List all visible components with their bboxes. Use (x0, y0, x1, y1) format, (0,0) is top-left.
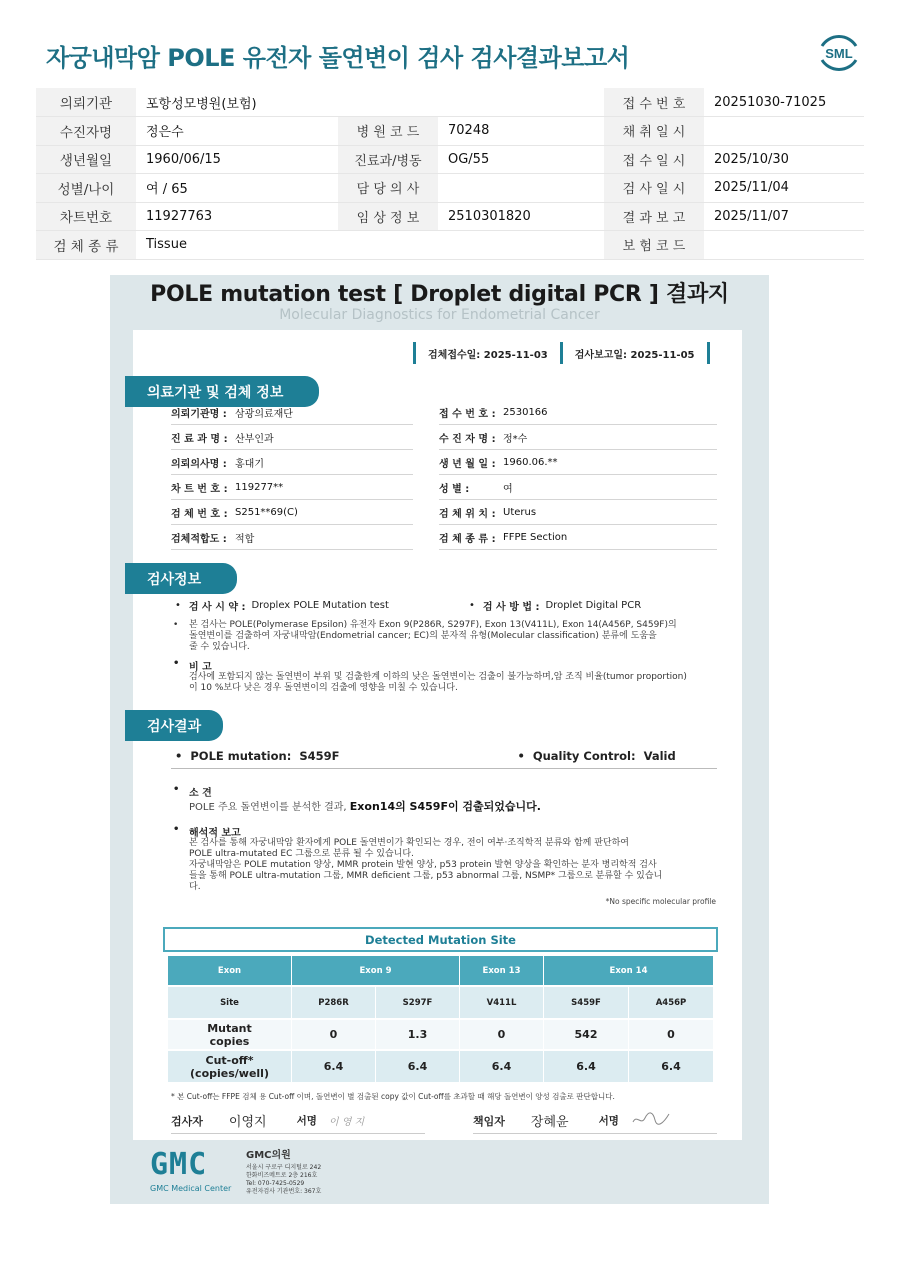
field-value: 1960.06.** (503, 456, 558, 468)
manager-name: 장혜윤 (530, 1115, 569, 1130)
info-value (704, 231, 864, 260)
info-value: 70248 (438, 117, 604, 146)
sml-logo (816, 30, 862, 76)
info-value: 20251030-71025 (704, 88, 864, 117)
report-dates (401, 340, 722, 366)
manager-signature-image (631, 1110, 671, 1131)
info-row (36, 88, 864, 117)
table-cell: 0 (460, 1020, 544, 1051)
field-value: 산부인과 (235, 433, 274, 445)
desc-line: 돌연변이를 검출하여 자궁내막암(Endometrial cancer; EC)의 분자적 유형(Molecular classification) 분류에 도움을 (189, 631, 657, 641)
finding-highlight: Exon14의 S459F이 검출되었습니다. (349, 800, 541, 813)
row-header-line: copies (209, 1034, 250, 1048)
mutation-site-table (168, 956, 714, 1084)
examiner-name: 이영지 (228, 1115, 267, 1130)
field-value: 적합 (235, 533, 255, 545)
remark-heading: 비 고 (189, 662, 212, 673)
examiner-signature: 이 영 지 (328, 1117, 365, 1128)
desc-line: 본 검사는 POLE(Polymerase Epsilon) 유전자 Exon 9(P286R, S297F), Exon 13(V411L), Exon 14(A456P, S459F)의 (189, 620, 677, 630)
gmc-phone: Tel: 070-7425-0529 (246, 1180, 305, 1187)
field-label: 성 별 : (439, 483, 470, 495)
field-label: 진 료 과 명 : (171, 433, 228, 445)
field-row (171, 525, 413, 550)
cutoff-footnote: * 본 Cut-off는 FFPE 검체 용 Cut-off 이며, 돌연변이 별 검출된 copy 값이 Cut-off를 초과할 때 해당 돌연변이 양성 검출로 판단합니다. (171, 1092, 615, 1101)
table-cell: Exon 9 (292, 956, 460, 987)
field-row (171, 400, 413, 425)
table-cell (168, 1051, 292, 1084)
table-cell: Exon 13 (460, 956, 544, 987)
report-title: POLE mutation test [ Droplet digital PCR ] 결과지 (150, 282, 729, 307)
reagent-value: Droplex POLE Mutation test (251, 600, 389, 611)
table-row (168, 1051, 714, 1084)
info-value: 2025/10/30 (704, 145, 864, 174)
info-label: 검 사 일 시 (604, 174, 704, 203)
field-label: 차 트 번 호 : (171, 483, 228, 495)
info-label: 검 체 종 류 (36, 231, 136, 260)
field-value: 여 (503, 483, 513, 495)
divider (560, 342, 563, 364)
table-cell: S297F (376, 987, 460, 1020)
info-value: 여 / 65 (136, 174, 338, 203)
info-label: 접 수 일 시 (604, 145, 704, 174)
mutation-value: S459F (299, 748, 340, 763)
test-description (189, 620, 729, 653)
info-row (36, 117, 864, 146)
info-label: 차트번호 (36, 202, 136, 231)
gmc-contact (246, 1150, 321, 1196)
info-value: 11927763 (136, 202, 338, 231)
info-label: 접 수 번 호 (604, 88, 704, 117)
info-label: 진료과/병동 (338, 145, 438, 174)
info-label: 보 험 코 드 (604, 231, 704, 260)
table-cell: Site (168, 987, 292, 1020)
interpretation-heading: 해석적 보고 (189, 828, 241, 839)
gmc-license: 유전자검사 기관번호: 367호 (246, 1188, 322, 1195)
logo-text: SML (825, 46, 853, 61)
reagent-line (175, 598, 389, 613)
info-label: 성별/나이 (36, 174, 136, 203)
patient-info-table (36, 88, 864, 260)
table-cell: Exon 14 (544, 956, 714, 987)
method-line (469, 598, 641, 613)
bullet-icon: • (469, 600, 475, 611)
reagent-label: 검 사 시 약 : (188, 602, 246, 613)
interp-line: 다. (189, 882, 201, 892)
gmc-address-line: 한화비즈메트로 2층 216호 (246, 1172, 318, 1179)
nsmp-footnote: *No specific molecular profile (605, 897, 716, 906)
field-row (439, 400, 717, 425)
field-value: 2530166 (503, 406, 548, 418)
sign-label: 서명 (296, 1115, 317, 1127)
table-cell: Exon (168, 956, 292, 987)
field-label: 검체적합도 : (171, 533, 227, 545)
examiner-label: 검사자 (171, 1114, 203, 1128)
info-label: 병 원 코 드 (338, 117, 438, 146)
field-row (171, 500, 413, 525)
info-value: 2510301820 (438, 202, 604, 231)
field-value: FFPE Section (503, 531, 568, 543)
info-value (438, 174, 604, 203)
report-subtitle: Molecular Diagnostics for Endometrial Cancer (279, 307, 600, 323)
receipt-date: 검체접수일: 2025-11-03 (428, 349, 548, 361)
row-header-line: Cut-off* (205, 1053, 254, 1067)
info-label: 생년월일 (36, 145, 136, 174)
bullet-icon: • (173, 824, 180, 835)
info-value: 포항성모병원(보험) (136, 88, 604, 117)
info-value (704, 117, 864, 146)
qc-value: Valid (643, 748, 676, 763)
embedded-report-image (110, 275, 769, 1204)
info-value: 1960/06/15 (136, 145, 338, 174)
divider (413, 342, 416, 364)
divider (707, 342, 710, 364)
report-body (133, 330, 742, 1140)
interp-line: 들을 통해 POLE ultra-mutation 그룹, MMR deficient 그룹, p53 abnormal 그룹, NSMP* 그룹으로 분류할 수 있습니 (189, 871, 663, 881)
info-row (36, 174, 864, 203)
table-cell: 6.4 (292, 1051, 376, 1084)
field-label: 수 진 자 명 : (439, 433, 496, 445)
gmc-logo (150, 1147, 234, 1196)
row-header-line: Mutant (207, 1021, 252, 1035)
interp-line: 본 검사를 통해 자궁내막암 환자에게 POLE 돌연변이가 확인되는 경우, 전이 여부·조직학적 분류와 함께 판단하여 (189, 838, 629, 848)
info-value: Tissue (136, 231, 604, 260)
bullet-icon: • (175, 600, 181, 611)
table-cell: 6.4 (629, 1051, 714, 1084)
table-cell: 0 (629, 1020, 714, 1051)
table-cell (168, 1020, 292, 1051)
field-label: 검 체 위 치 : (439, 508, 496, 520)
gmc-address-line: 서울시 구로구 디지털로 242 (246, 1164, 322, 1171)
field-label: 의뢰의사명 : (171, 458, 227, 470)
field-label: 생 년 월 일 : (439, 458, 496, 470)
field-row (171, 425, 413, 450)
sign-label: 서명 (598, 1115, 619, 1127)
info-label: 담 당 의 사 (338, 174, 438, 203)
field-row (171, 475, 413, 500)
remark-line: 이 10 %보다 낮은 경우 돌연변이의 검출에 영향을 미칠 수 있습니다. (189, 683, 458, 693)
table-row (168, 956, 714, 987)
table-cell: A456P (629, 987, 714, 1020)
field-row (439, 525, 717, 550)
field-value: 홍대기 (235, 458, 264, 470)
table-row (168, 1020, 714, 1051)
mutation-table-title: Detected Mutation Site (163, 927, 718, 952)
finding-text-part: POLE 주요 돌연변이를 분석한 결과, (189, 802, 347, 813)
field-value: 119277** (235, 481, 284, 493)
table-cell: V411L (460, 987, 544, 1020)
info-row (36, 145, 864, 174)
table-cell: 6.4 (460, 1051, 544, 1084)
gmc-logo-subtitle: GMC Medical Center (150, 1184, 232, 1193)
table-cell: P286R (292, 987, 376, 1020)
result-summary-row (171, 743, 717, 769)
info-value: 2025/11/04 (704, 174, 864, 203)
bullet-icon: • (517, 748, 525, 763)
field-label: 검 체 종 류 : (439, 533, 496, 545)
table-cell: 6.4 (376, 1051, 460, 1084)
finding-heading: 소 견 (189, 788, 212, 799)
field-row (439, 425, 717, 450)
bullet-icon: • (175, 748, 183, 763)
section-results: 검사결과 (125, 710, 223, 741)
field-row (439, 500, 717, 525)
table-cell: 6.4 (544, 1051, 629, 1084)
section-institution-specimen: 의료기관 및 검체 정보 (125, 376, 319, 407)
interpretation-text (189, 838, 729, 893)
report-date: 검사보고일: 2025-11-05 (574, 349, 695, 361)
table-cell: S459F (544, 987, 629, 1020)
info-value: OG/55 (438, 145, 604, 174)
remark-text (189, 672, 739, 694)
gmc-name: GMC의원 (246, 1150, 291, 1161)
bullet-icon: • (173, 784, 180, 795)
info-row (36, 202, 864, 231)
section-test-info: 검사정보 (125, 563, 237, 594)
field-label: 접 수 번 호 : (439, 408, 496, 420)
info-label: 수진자명 (36, 117, 136, 146)
gmc-footer (150, 1147, 322, 1196)
table-cell: 542 (544, 1020, 629, 1051)
table-cell: 0 (292, 1020, 376, 1051)
manager-signature-row (473, 1108, 717, 1134)
examiner-signature-row (171, 1108, 425, 1134)
method-value: Droplet Digital PCR (545, 600, 642, 611)
remark-line: 검사에 포함되지 않는 돌연변이 부위 및 검출한계 이하의 낮은 돌연변이는 검출이 불가능하며,암 조직 비율(tumor proportion) (189, 672, 687, 682)
field-row (171, 450, 413, 475)
table-row (168, 987, 714, 1020)
row-header-line: (copies/well) (190, 1066, 269, 1080)
bullet-icon: • (173, 658, 180, 669)
interp-line: 자궁내막암은 POLE mutation 양상, MMR protein 발현 양상, p53 protein 발현 양상을 확인하는 분자 병리학적 검사 (189, 860, 657, 870)
info-label: 결 과 보 고 (604, 202, 704, 231)
info-value: 2025/11/07 (704, 202, 864, 231)
interp-line: POLE ultra-mutated EC 그룹으로 분류 될 수 있습니다. (189, 849, 414, 859)
bullet-icon: • (173, 620, 179, 630)
info-label: 의뢰기관 (36, 88, 136, 117)
info-label: 채 취 일 시 (604, 117, 704, 146)
mutation-label: POLE mutation: (190, 748, 292, 763)
info-label: 임 상 정 보 (338, 202, 438, 231)
field-row (439, 450, 717, 475)
finding-text (189, 798, 541, 814)
field-value: Uterus (503, 506, 537, 518)
page-title: 자궁내막암 POLE 유전자 돌연변이 검사 검사결과보고서 (46, 44, 630, 72)
field-value: 삼광의료재단 (235, 408, 293, 420)
field-label: 검 체 번 호 : (171, 508, 228, 520)
field-value: S251**69(C) (235, 506, 298, 518)
manager-label: 책임자 (473, 1114, 505, 1128)
field-label: 의뢰기관명 : (171, 408, 227, 420)
gmc-logo-mark: GMC (150, 1147, 208, 1182)
table-cell: 1.3 (376, 1020, 460, 1051)
desc-line: 줄 수 있습니다. (189, 642, 250, 652)
field-row (439, 475, 717, 500)
info-value: 정은수 (136, 117, 338, 146)
qc-label: Quality Control: (532, 748, 636, 763)
field-value: 정*수 (503, 433, 528, 445)
info-row (36, 231, 864, 260)
method-label: 검 사 방 법 : (482, 602, 540, 613)
